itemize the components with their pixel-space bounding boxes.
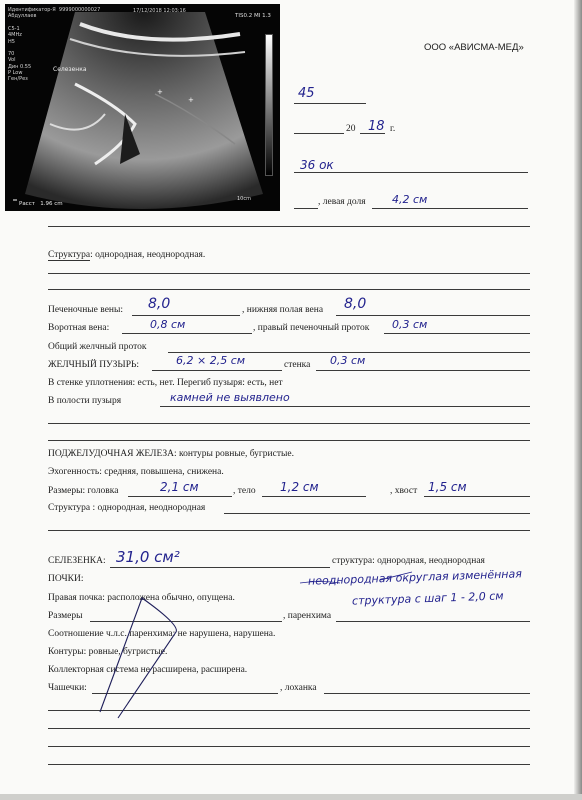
gallbladder-line xyxy=(152,370,282,371)
ultrasound-param: 4MHz xyxy=(8,32,22,39)
tail-label: , хвост xyxy=(390,486,418,496)
portal-vein-label: Воротная вена: xyxy=(48,323,110,333)
portal-vein-line xyxy=(122,333,252,334)
common-duct-label: Общий желчный проток xyxy=(48,342,147,352)
parenchyma-label: , паренхима xyxy=(283,611,332,621)
blank-line xyxy=(48,440,530,441)
structure-options: : однородная, неоднородная. xyxy=(90,250,206,260)
ratio-label: Соотношение ч.л.с. паренхима: не нарушена, нарушена. xyxy=(48,629,276,639)
blank-line xyxy=(48,746,530,747)
cavity-label: В полости пузыря xyxy=(48,396,122,406)
sizes2-line xyxy=(90,621,282,622)
echogenicity-label: Эхогенность: средняя, повышена, снижена. xyxy=(48,467,224,477)
ultrasound-param: 70 xyxy=(8,51,15,58)
spleen-label: СЕЛЕЗЕНКА: xyxy=(48,556,106,566)
ultrasound-datetime: 17/12/2018 12:03:16 xyxy=(133,8,186,14)
tail-line xyxy=(424,496,530,497)
organization-name: ООО «АВИСМА-МЕД» xyxy=(424,42,524,53)
page-bottom-edge xyxy=(0,794,582,800)
hepatic-veins-label: Печеночные вены: xyxy=(48,305,124,315)
spleen-note: неоднородная округлая изменённая xyxy=(307,567,523,588)
wall-thickening: В стенке уплотнения: есть, нет. Перегиб пузыря: есть, нет xyxy=(48,378,283,388)
ivc-line xyxy=(336,315,530,316)
spleen-value: 31,0 см² xyxy=(116,548,180,566)
blank-line xyxy=(48,226,530,227)
cavity-value: камней не выявлено xyxy=(170,391,290,404)
head-value: 2,1 см xyxy=(160,480,199,494)
structure-row xyxy=(48,250,205,261)
blank-line xyxy=(48,289,530,290)
hepatic-veins-line xyxy=(132,315,240,316)
blank-line xyxy=(294,103,366,104)
structure-label: Структура xyxy=(48,250,91,260)
handwritten-size: 36 ок xyxy=(300,158,334,172)
pelvis-line xyxy=(324,693,530,694)
ultrasound-param: H5 xyxy=(8,38,15,45)
spleen-structure: структура: однородная, неоднородная xyxy=(332,556,485,566)
pelvis-label: , лоханка xyxy=(280,683,317,693)
page-edge-shadow xyxy=(574,0,582,800)
left-lobe-line xyxy=(372,208,528,209)
blank-line xyxy=(224,513,530,514)
blank-line xyxy=(48,728,530,729)
gallbladder-size: 6,2 × 2,5 см xyxy=(176,354,246,367)
common-duct-line xyxy=(168,352,530,353)
collector-label: Коллекторная система не расширена, расширена. xyxy=(48,665,248,675)
body-line xyxy=(262,496,366,497)
pancreas-structure: Структура : однородная, неоднородная xyxy=(48,503,206,513)
wall-value: 0,3 см xyxy=(330,354,366,367)
right-duct-value: 0,3 см xyxy=(392,318,428,331)
portal-vein-value: 0,8 см xyxy=(150,318,186,331)
year-suffix: г. xyxy=(390,124,396,134)
hepatic-veins-value: 8,0 xyxy=(148,296,171,312)
distance-label: Расст xyxy=(19,201,35,207)
cups-label: Чашечки: xyxy=(48,683,87,693)
wall-line xyxy=(316,370,530,371)
ultrasound-depth: 10cm xyxy=(237,196,251,202)
blank-line xyxy=(48,273,530,274)
grayscale-bar xyxy=(265,34,273,176)
right-duct-label: , правый печеночный проток xyxy=(253,323,370,333)
handwritten-number: 45 xyxy=(298,86,315,101)
body-value: 1,2 см xyxy=(280,480,319,494)
ultrasound-param: P Low xyxy=(8,70,23,77)
head-line xyxy=(128,496,232,497)
ultrasound-organ-label: Селезенка xyxy=(53,66,87,73)
ultrasound-param: Дин 0.55 xyxy=(8,63,32,70)
parenchyma-line xyxy=(336,621,530,622)
ultrasound-image xyxy=(5,4,280,211)
year-value: 18 xyxy=(368,119,385,134)
blank-line xyxy=(48,530,530,531)
pancreas-label: ПОДЖЕЛУДОЧНАЯ ЖЕЛЕЗА: контуры ровные, бугристые. xyxy=(48,449,294,459)
svg-text:+: + xyxy=(157,88,163,96)
ultrasound-params xyxy=(8,26,38,83)
ultrasound-distance xyxy=(19,201,63,207)
cups-line xyxy=(92,693,278,694)
body-label: , тело xyxy=(233,486,256,496)
ultrasound-param: C5-1 xyxy=(8,26,20,32)
ultrasound-param: Vol xyxy=(8,57,16,64)
sizes2-label: Размеры xyxy=(48,611,83,621)
blank-line xyxy=(294,208,318,209)
left-lobe-label: , левая доля xyxy=(318,197,366,207)
kidneys-label: ПОЧКИ: xyxy=(48,574,84,584)
ultrasound-index: TIS0.2 MI 1.3 xyxy=(235,13,271,19)
ivc-label: , нижняя полая вена xyxy=(242,305,324,315)
ultrasound-scan xyxy=(5,4,280,211)
gallbladder-label: ЖЕЛЧНЫЙ ПУЗЫРЬ: xyxy=(48,360,140,370)
blank-line xyxy=(48,764,530,765)
sizes-label: Размеры: головка xyxy=(48,486,119,496)
cavity-line xyxy=(160,406,530,407)
spleen-line xyxy=(110,567,330,568)
contours-label: Контуры: ровные, бугристые. xyxy=(48,647,168,657)
ultrasound-param: Ген/Рез xyxy=(8,76,28,83)
distance-value: 1.96 cm xyxy=(40,201,63,207)
svg-text:+: + xyxy=(188,96,194,104)
ultrasound-header: Идентификатор-Я 9999000000027 Абдуллаев xyxy=(8,7,101,19)
date-line xyxy=(294,133,344,134)
left-lobe-value: 4,2 см xyxy=(392,193,428,206)
blank-line xyxy=(294,172,528,173)
year-prefix: 20 xyxy=(346,124,356,134)
tail-value: 1,5 см xyxy=(428,480,467,494)
ivc-value: 8,0 xyxy=(344,296,367,312)
year-line xyxy=(360,133,385,134)
blank-line xyxy=(48,710,530,711)
blank-line xyxy=(48,423,530,424)
right-kidney-label: Правая почка: расположена обычно, опущена. xyxy=(48,593,235,603)
right-duct-line xyxy=(384,333,530,334)
spleen-note: структура с шаг 1 - 2,0 см xyxy=(351,589,504,608)
wall-label: стенка xyxy=(284,360,311,370)
